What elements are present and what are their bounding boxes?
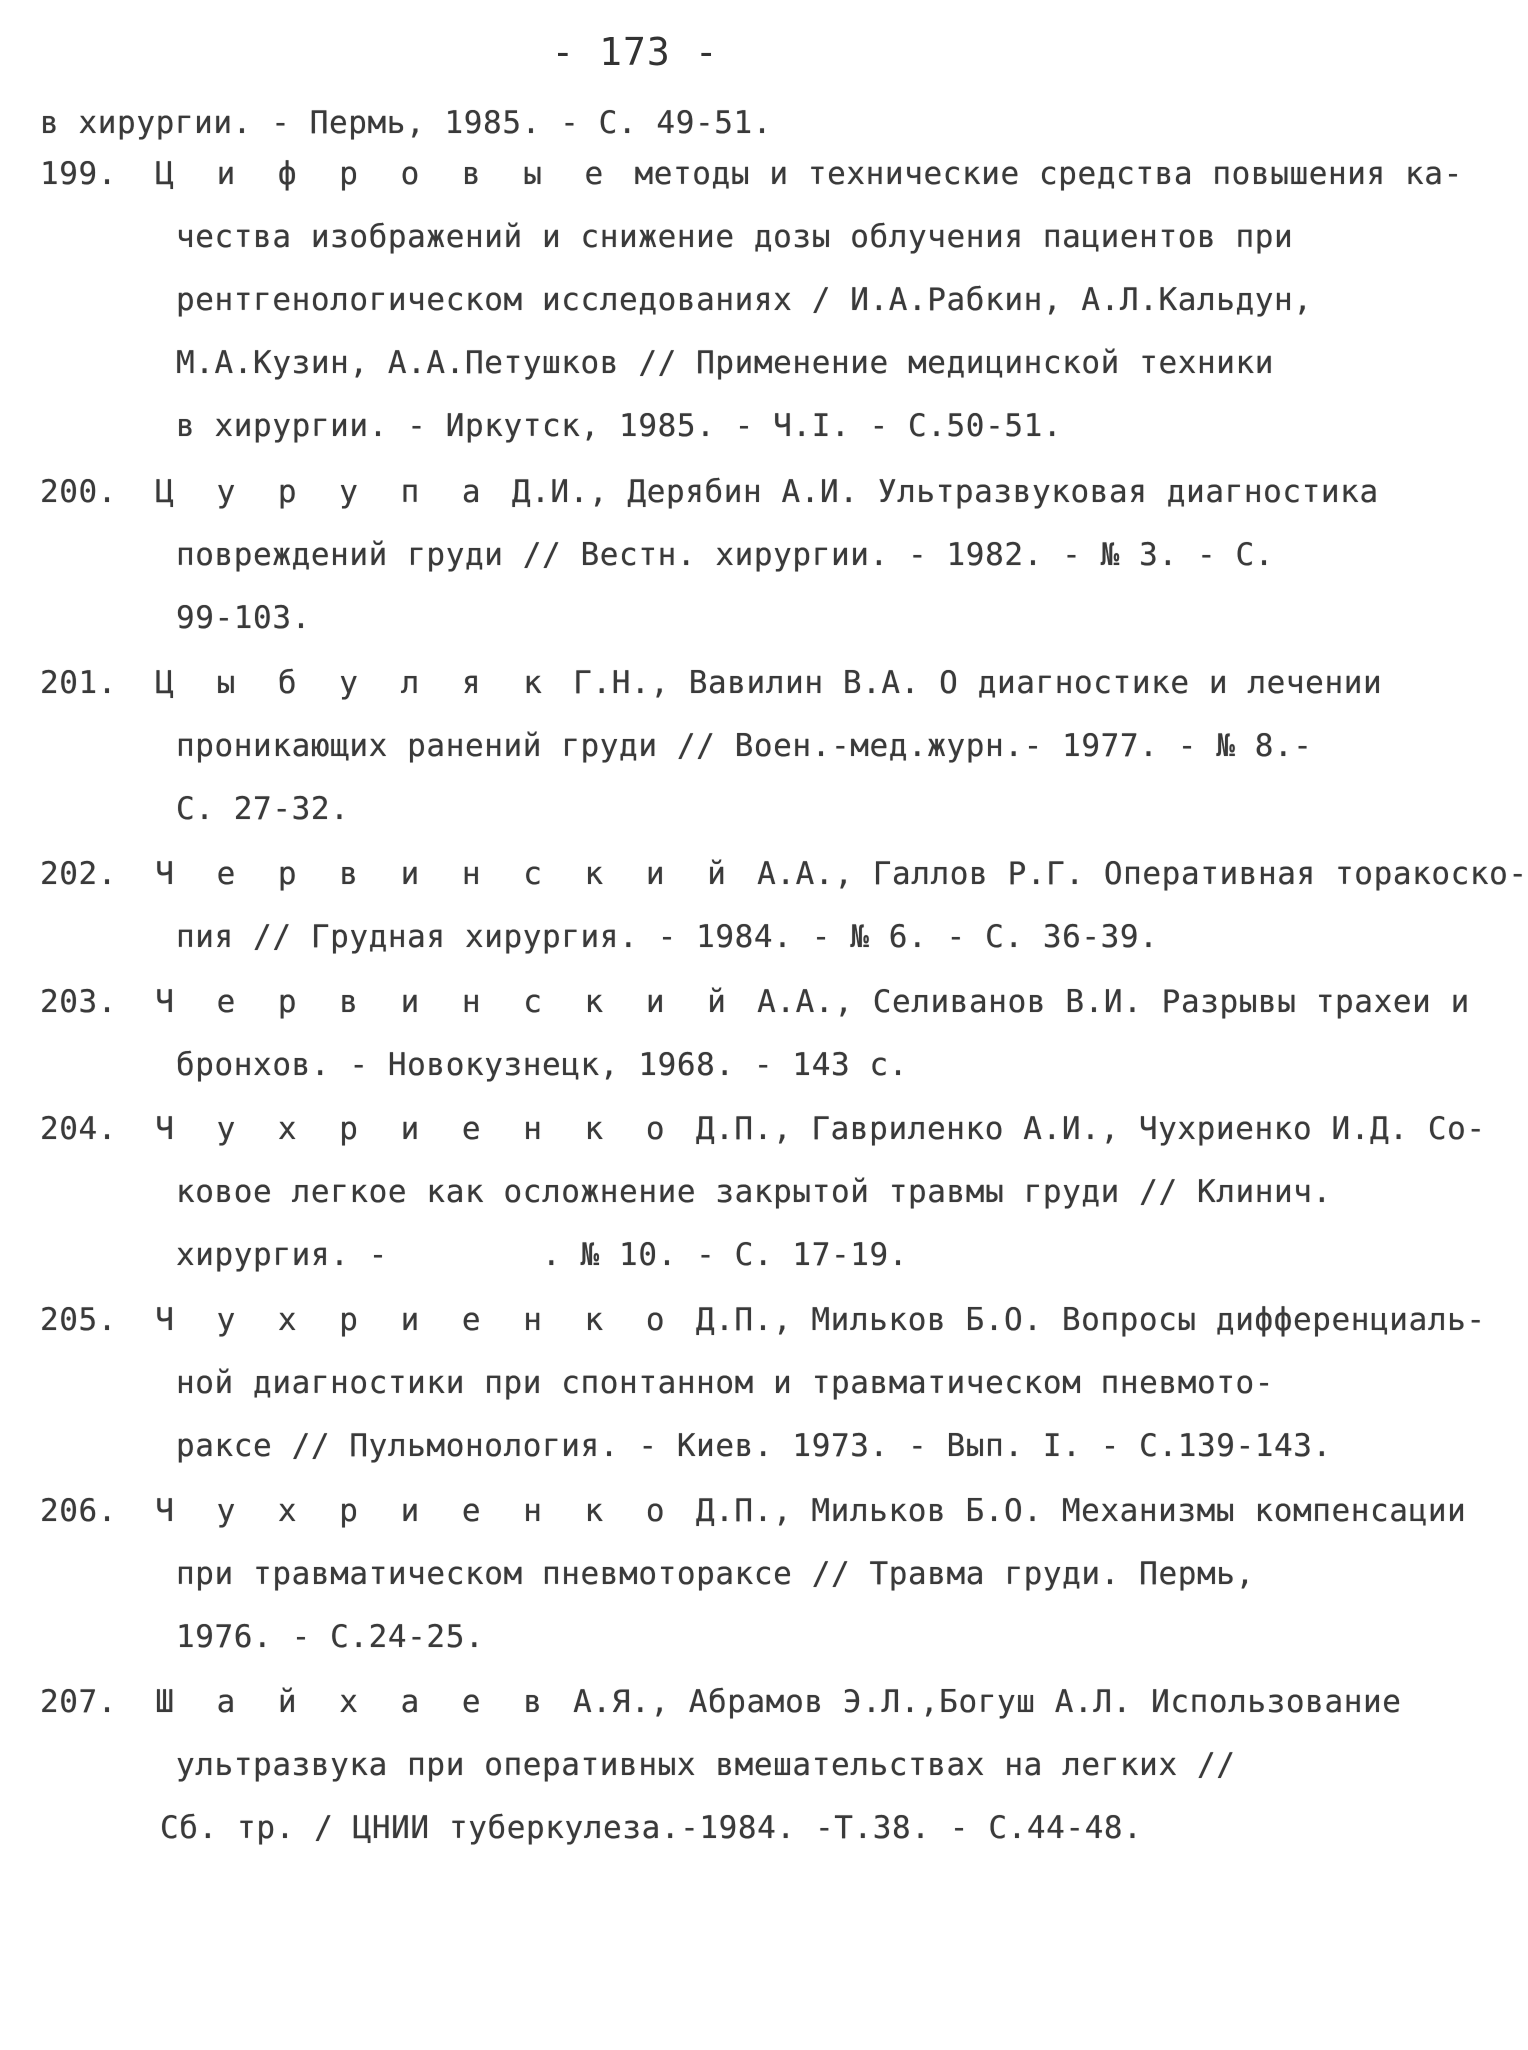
entry-first-line <box>40 143 1463 206</box>
entry-text: А.Я., Абрамов Э.Л.,Богуш А.Л. Использование <box>573 1684 1402 1720</box>
entry-text: в хирургии. - Иркутск, 1985. - Ч.I. - С.50-51. <box>176 408 1063 444</box>
entry-text: Сб. тр. / ЦНИИ туберкулеза.-1984. -Т.38. - С.44-48. <box>160 1810 1143 1846</box>
bibliography-entry <box>40 1480 1467 1669</box>
entry-text: Д.П., Гавриленко А.И., Чухриенко И.Д. Со- <box>695 1111 1486 1147</box>
entry-author: Ч у х р и е н к о <box>155 1111 677 1147</box>
entry-number: 205. <box>40 1302 118 1338</box>
bibliography-entry <box>40 652 1383 841</box>
entry-author: Ц у р у п а <box>155 474 493 510</box>
entry-first-line <box>40 1098 1486 1161</box>
entry-first-line <box>40 652 1383 715</box>
entry-text: А.А., Селиванов В.И. Разрывы трахеи и <box>757 984 1470 1020</box>
entry-text: ультразвука при оперативных вмешательствах на легких // <box>176 1747 1236 1783</box>
entry-text: Д.И., Дерябин А.И. Ультразвуковая диагностика <box>511 474 1379 510</box>
bibliography-entry <box>40 971 1470 1097</box>
entry-number: 203. <box>40 984 118 1020</box>
bibliography-entry <box>40 1098 1486 1287</box>
entry-first-line <box>40 1289 1486 1352</box>
entry-text: бронхов. - Новокузнецк, 1968. - 143 с. <box>176 1047 909 1083</box>
entry-text: пия // Грудная хирургия. - 1984. - № 6. - С. 36-39. <box>176 919 1159 955</box>
entry-author: Ц и ф р о в ы е <box>155 156 616 192</box>
entry-text: при травматическом пневмотораксе // Травма груди. Пермь, <box>176 1556 1255 1592</box>
entry-author: Ч е р в и н с к и й <box>155 984 738 1020</box>
entry-number: 204. <box>40 1111 118 1147</box>
entry-text: А.А., Галлов Р.Г. Оперативная торакоско- <box>757 856 1528 892</box>
bibliography-entry <box>40 1289 1486 1478</box>
entry-author: Ч у х р и е н к о <box>155 1302 677 1338</box>
entry-author: Ц ы б у л я к <box>155 665 554 701</box>
entry-text: Г.Н., Вавилин В.А. О диагностике и лечении <box>573 665 1383 701</box>
entry-number: 201. <box>40 665 118 701</box>
bibliography-entry <box>40 843 1528 969</box>
entry-first-line <box>40 971 1470 1034</box>
entry-number: 207. <box>40 1684 118 1720</box>
entry-text: повреждений груди // Вестн. хирургии. - 1982. - № 3. - С. <box>176 537 1275 573</box>
entry-text: раксе // Пульмонология. - Киев. 1973. - Вып. I. - С.139-143. <box>176 1428 1332 1464</box>
entry-number: 200. <box>40 474 118 510</box>
page-number: - 173 - <box>551 30 719 74</box>
entry-text: Д.П., Мильков Б.О. Вопросы дифференциаль- <box>695 1302 1486 1338</box>
entry-first-line <box>40 461 1379 524</box>
entry-text: методы и технические средства повышения ка- <box>634 156 1463 192</box>
entry-text: 1976. - С.24-25. <box>176 1619 485 1655</box>
entry-number: 206. <box>40 1493 118 1529</box>
entry-first-line <box>40 1480 1467 1543</box>
entry-author: Ч у х р и е н к о <box>155 1493 677 1529</box>
entry-text: М.А.Кузин, А.А.Петушков // Применение медицинской техники <box>176 345 1275 381</box>
entry-first-line <box>40 843 1528 906</box>
entry-text: рентгенологическом исследованиях / И.А.Рабкин, А.Л.Кальдун, <box>176 282 1313 318</box>
bibliography-entry <box>40 461 1379 650</box>
entry-number: 199. <box>40 156 118 192</box>
entry-text: С. 27-32. <box>176 791 350 827</box>
entry-author: Ш а й х а е в <box>155 1684 554 1720</box>
entry-text: ной диагностики при спонтанном и травматическом пневмото- <box>176 1365 1275 1401</box>
entry-text: ковое легкое как осложнение закрытой травмы груди // Клинич. <box>176 1174 1332 1210</box>
entry-text: 99-103. <box>176 600 311 636</box>
lead-line: в хирургии. - Пермь, 1985. - С. 49-51. <box>40 105 773 141</box>
entry-text: Д.П., Мильков Б.О. Механизмы компенсации <box>695 1493 1467 1529</box>
entry-number: 202. <box>40 856 118 892</box>
entry-first-line <box>40 1671 1402 1734</box>
bibliography-entry <box>40 1671 1402 1860</box>
entry-text: проникающих ранений груди // Воен.-мед.журн.- 1977. - № 8.- <box>176 728 1313 764</box>
entry-author: Ч е р в и н с к и й <box>155 856 738 892</box>
entry-text: хирургия. - . № 10. - С. 17-19. <box>176 1237 909 1273</box>
entry-text: чества изображений и снижение дозы облучения пациентов при <box>176 219 1294 255</box>
bibliography-entry <box>40 143 1463 458</box>
